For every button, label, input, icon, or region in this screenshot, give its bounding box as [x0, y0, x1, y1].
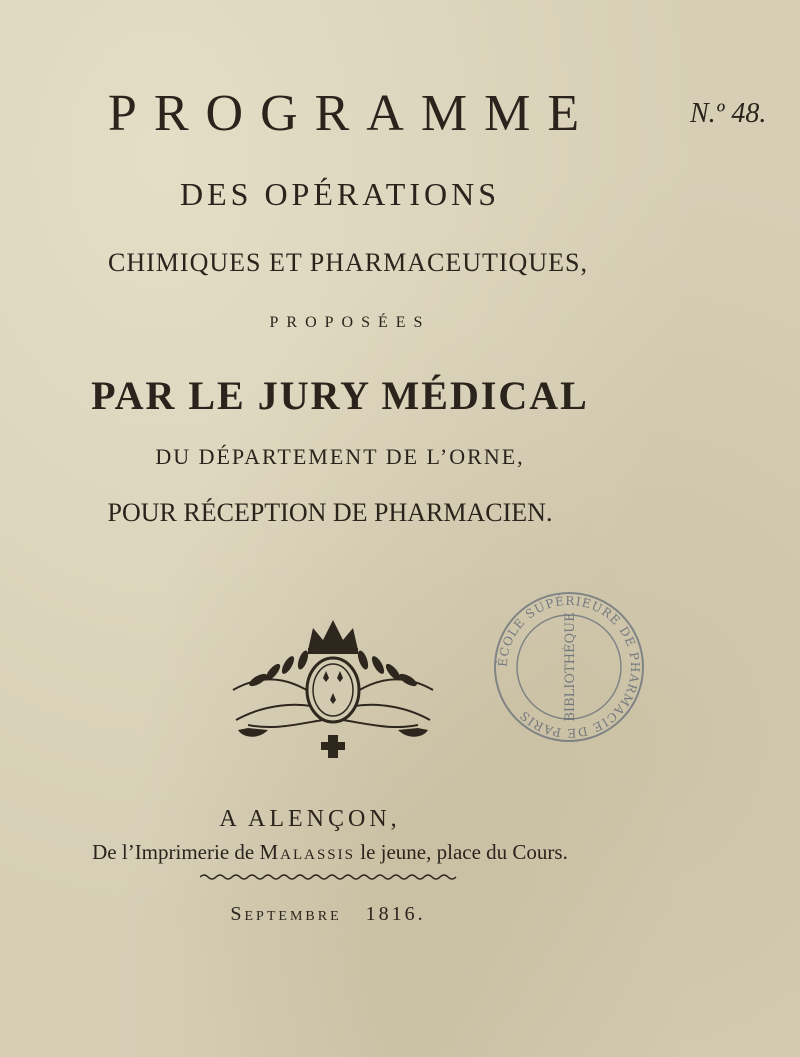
- subtitle-line-1: DES OPÉRATIONS: [179, 176, 501, 212]
- ornamental-rule: [200, 872, 458, 882]
- purpose-line: POUR RÉCEPTION DE PHARMACIEN.: [107, 498, 553, 527]
- place-line: A ALENÇON,: [219, 806, 401, 832]
- department-line: DU DÉPARTEMENT DE L’ORNE,: [155, 444, 525, 469]
- date-line: [0, 903, 728, 926]
- document-number: N.º 48.: [690, 98, 767, 129]
- stamp-inner-text: BIBLIOTHÈQUE: [563, 612, 578, 722]
- royal-arms-emblem: [228, 610, 438, 760]
- imprint-text-before: De l’Imprimerie de: [92, 840, 260, 864]
- stamp-outer-text: ÉCOLE SUPÉRIEURE DE PHARMACIE DE PARIS: [495, 593, 643, 741]
- page-title: PROGRAMME: [107, 85, 597, 142]
- printer-name: Malassis: [259, 840, 355, 864]
- date-month: Septembre: [230, 903, 342, 925]
- imprint-line: [0, 840, 730, 865]
- jury-heading: PAR LE JURY MÉDICAL: [91, 373, 589, 418]
- subtitle-line-2: CHIMIQUES ET PHARMACEUTIQUES,: [108, 248, 588, 277]
- library-stamp: [488, 586, 650, 748]
- subtitle-line-3: PROPOSÉES: [269, 314, 431, 331]
- imprint-text-after: le jeune, place du Cours.: [355, 840, 568, 864]
- date-year: 1816.: [365, 903, 426, 925]
